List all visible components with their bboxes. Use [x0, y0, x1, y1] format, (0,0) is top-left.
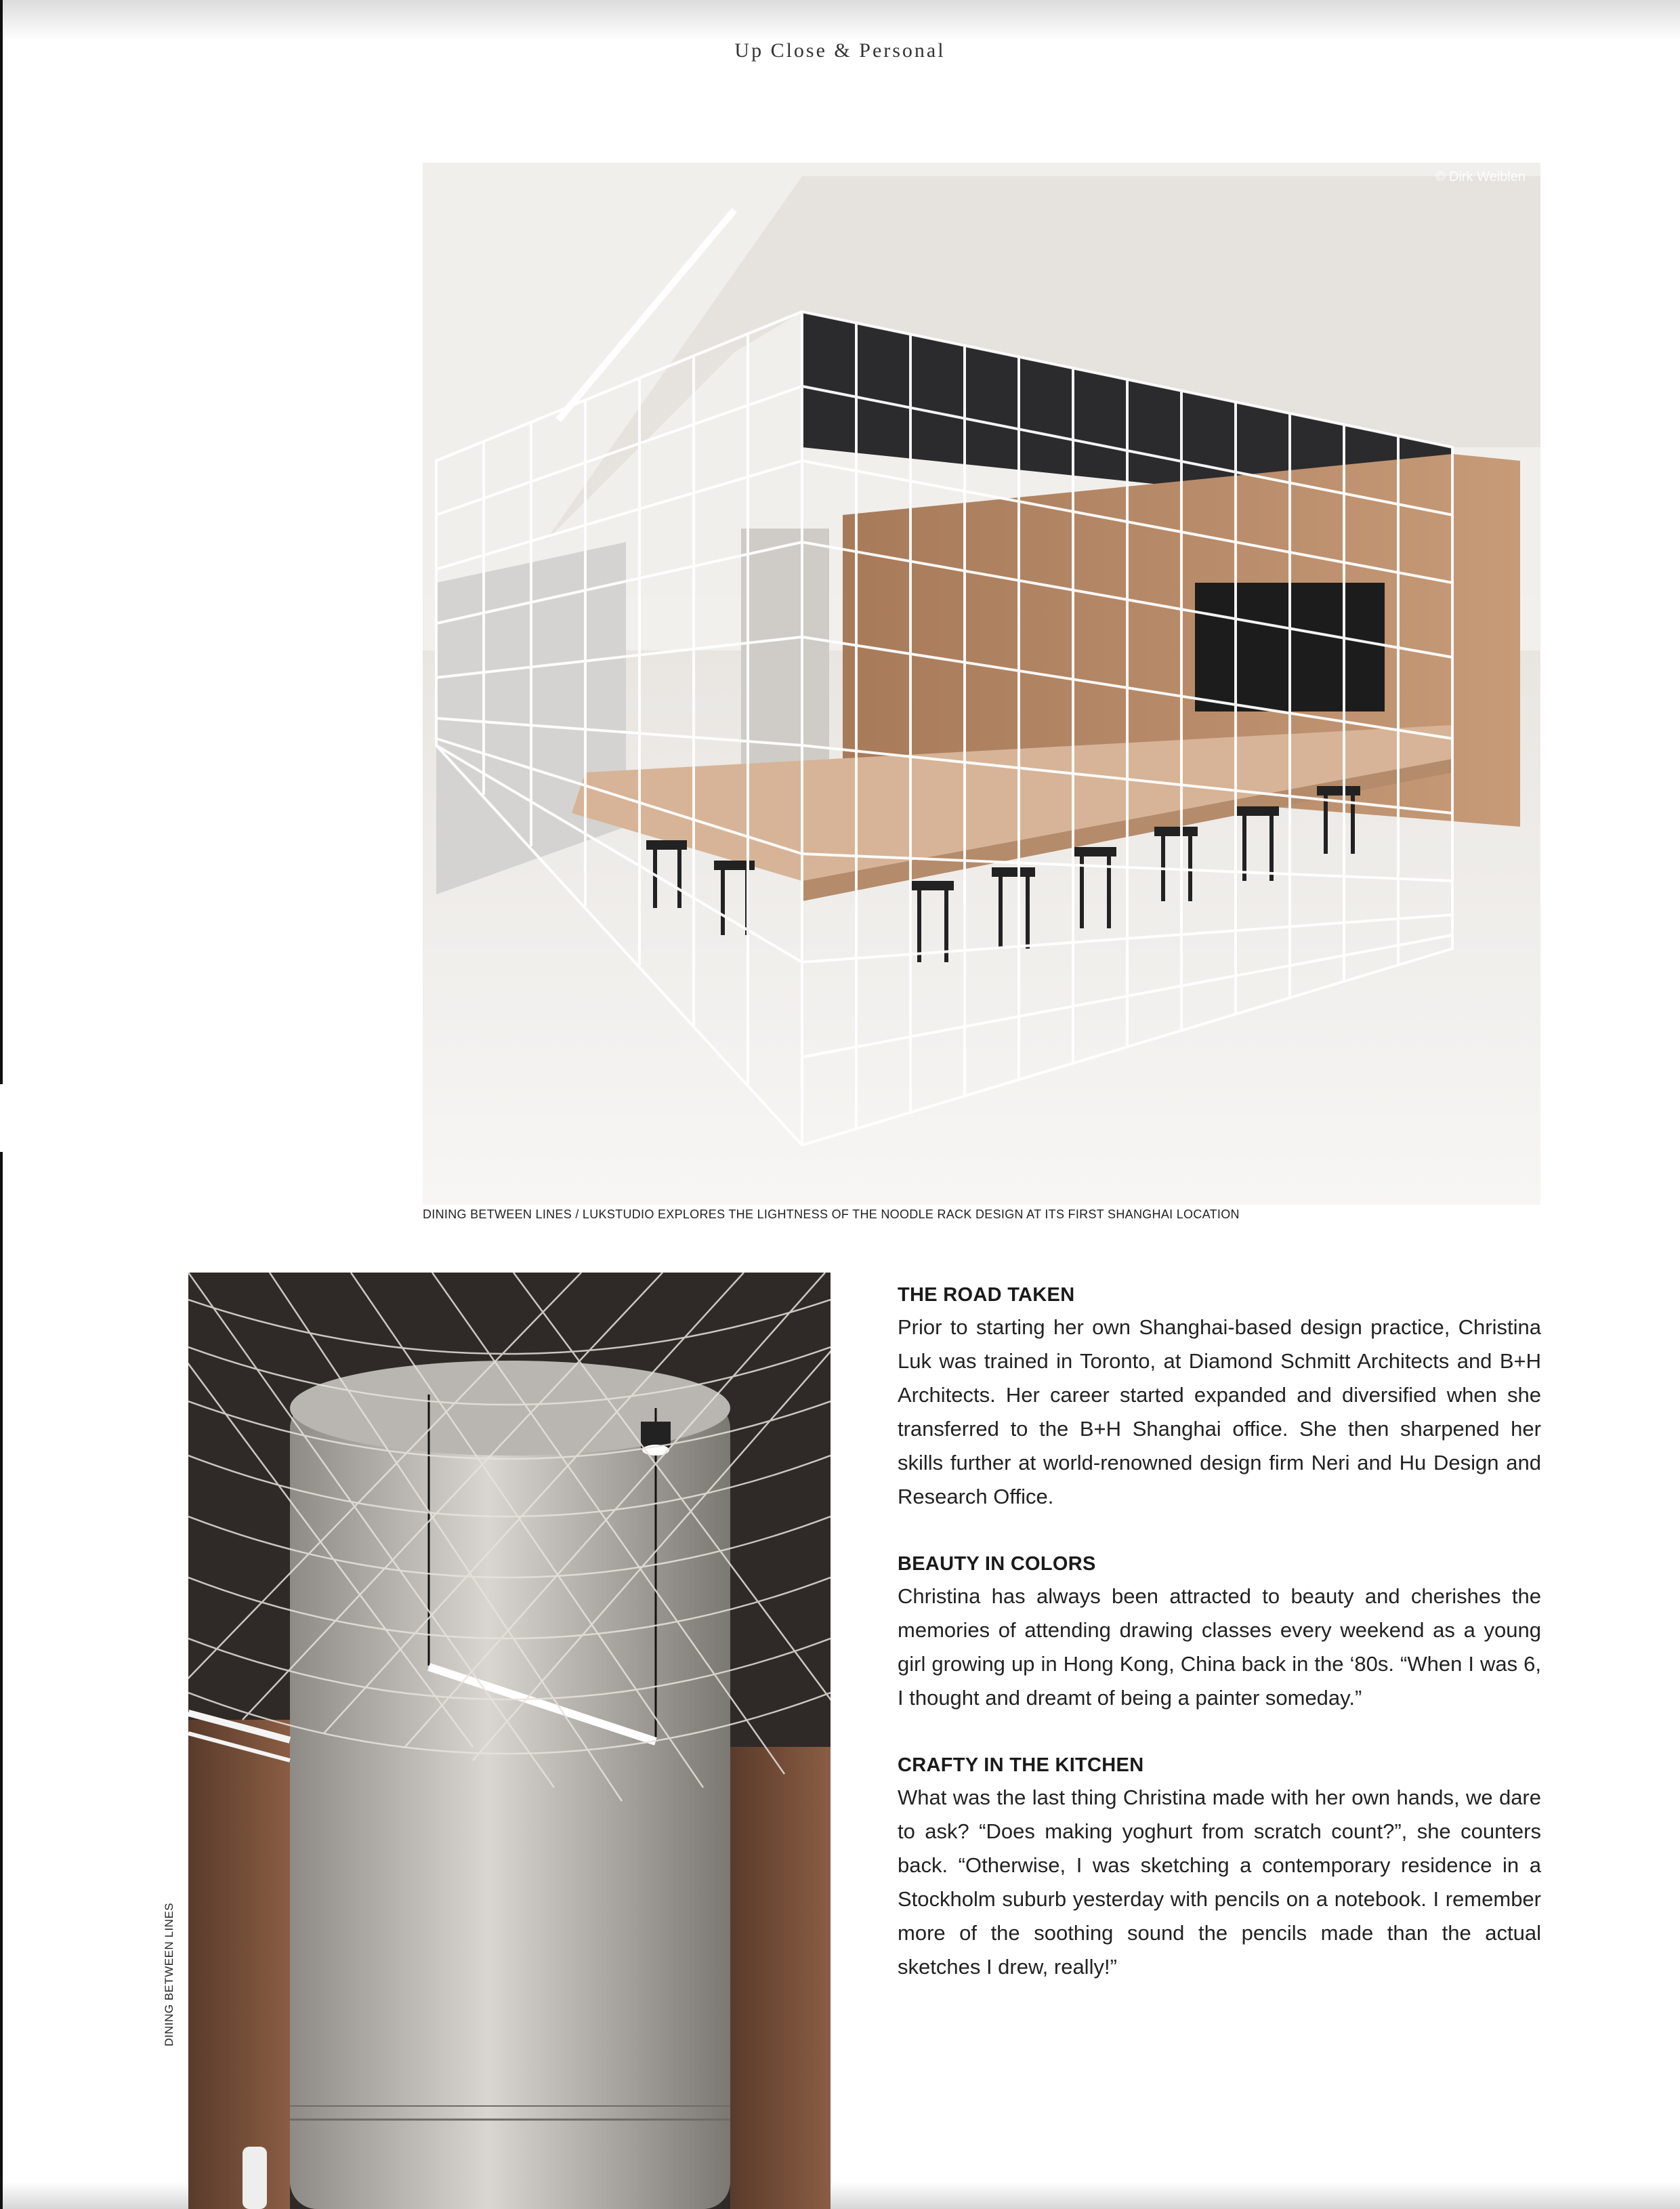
column-illustration: [188, 1273, 831, 2209]
section-heading: BEAUTY IN COLORS: [898, 1553, 1096, 1575]
section-heading: THE ROAD TAKEN: [898, 1284, 1075, 1306]
restaurant-illustration: [423, 163, 1540, 1205]
photo-caption: DINING BETWEEN LINES / LUKSTUDIO EXPLORES THE LIGHTNESS OF THE NOODLE RACK DESIGN AT ITS FIRST SHANGHAI LOCATION: [423, 1207, 1240, 1221]
section-body: What was the last thing Christina made with her own hands, we dare to ask? “Does making yoghurt from scratch count?”, she counters back. “Otherwise, I was sketching a contemporary residence in a Stockholm suburb yesterday with pencils on a notebook. I remember more of the soothing sound the pencils made than the actual sketches I drew, really!”: [898, 1785, 1541, 1979]
section-body: Prior to starting her own Shanghai-based design practice, Christina Luk was trained in Toronto, at Diamond Schmitt Architects and B+H Architects. Her career started expanded and diversified when she transferred to the B+H Shanghai office. She then sharpened her skills further at world-renowned design firm Neri and Hu Design and Research Office.: [898, 1315, 1541, 1508]
article-text-column: [898, 1284, 1541, 2023]
article-section: [898, 1284, 1541, 1514]
page-top-shadow: [0, 0, 1680, 41]
section-body: Christina has always been attracted to beauty and cherishes the memories of attending drawing classes every weekend as a young girl growing up in Hong Kong, China back in the ‘80s. “When I was 6, I thought and dreamt of being a painter someday.”: [898, 1584, 1541, 1710]
running-title: Up Close & Personal: [734, 39, 946, 62]
column-photo: [188, 1273, 831, 2209]
photo-credit: © Dirk Weiblen: [1435, 169, 1526, 184]
vertical-caption: DINING BETWEEN LINES: [163, 1902, 175, 2046]
page-edge-line: [0, 1152, 3, 2209]
section-heading: CRAFTY IN THE KITCHEN: [898, 1754, 1144, 1776]
page-edge-line: [0, 0, 3, 1084]
restaurant-photo: [423, 163, 1540, 1205]
article-section: [898, 1754, 1541, 1984]
article-section: [898, 1553, 1541, 1715]
